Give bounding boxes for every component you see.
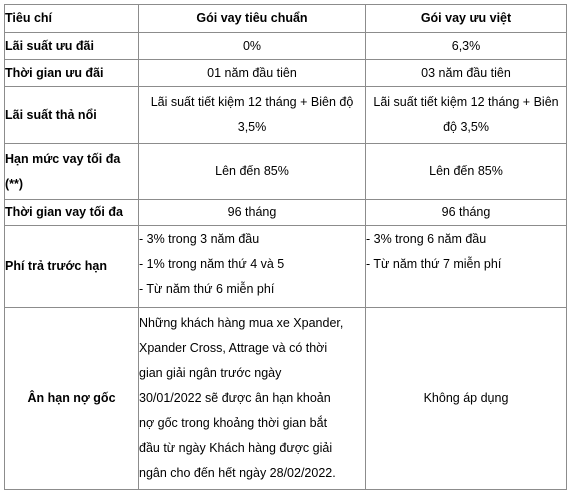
premium-value: 96 tháng <box>366 200 567 226</box>
header-criterion: Tiêu chí <box>5 5 139 33</box>
criterion-cell: Thời gian ưu đãi <box>5 60 139 87</box>
standard-value <box>139 87 366 144</box>
bullet-item: - Từ năm thứ 7 miễn phí <box>366 257 502 271</box>
table-row <box>5 200 567 226</box>
header-row <box>5 5 567 33</box>
table-row <box>5 87 567 144</box>
table-row <box>5 226 567 308</box>
premium-value-line: Lãi suất tiết kiệm 12 tháng + Biên <box>373 95 559 109</box>
header-premium-package: Gói vay ưu việt <box>366 5 567 33</box>
detail-line: Những khách hàng mua xe Xpander, <box>139 316 344 330</box>
header-standard-package: Gói vay tiêu chuẩn <box>139 5 366 33</box>
standard-value: 0% <box>139 33 366 60</box>
criterion-cell <box>5 144 139 200</box>
premium-value-line: độ 3,5% <box>443 120 489 134</box>
criterion-cell: Lãi suất thả nổi <box>5 87 139 144</box>
bullet-item: - 1% trong năm thứ 4 và 5 <box>139 257 285 271</box>
detail-line: gian giải ngân trước ngày <box>139 366 282 380</box>
detail-line: Xpander Cross, Attrage và có thời <box>139 341 328 355</box>
premium-value: Lên đến 85% <box>366 144 567 200</box>
detail-line: 30/01/2022 sẽ được ân hạn khoản <box>139 391 331 405</box>
bullet-item: - 3% trong 3 năm đầu <box>139 232 260 246</box>
table-row <box>5 60 567 87</box>
criterion-line: (**) <box>5 176 24 191</box>
criterion-line: Hạn mức vay tối đa <box>5 151 121 166</box>
detail-line: ngân cho đến hết ngày 28/02/2022. <box>139 466 336 480</box>
criterion-cell: Phí trả trước hạn <box>5 226 139 308</box>
criterion-cell: Ân hạn nợ gốc <box>5 308 139 490</box>
standard-value <box>139 308 366 490</box>
bullet-item: - 3% trong 6 năm đầu <box>366 232 487 246</box>
standard-value: 01 năm đầu tiên <box>139 60 366 87</box>
bullet-item: - Từ năm thứ 6 miễn phí <box>139 282 275 296</box>
criterion-cell: Lãi suất ưu đãi <box>5 33 139 60</box>
table-row <box>5 33 567 60</box>
criterion-cell: Thời gian vay tối đa <box>5 200 139 226</box>
standard-value-line: 3,5% <box>237 120 267 134</box>
detail-line: đầu từ ngày Khách hàng được giải <box>139 441 333 455</box>
premium-value: Không áp dụng <box>366 308 567 490</box>
standard-value: 96 tháng <box>139 200 366 226</box>
standard-value <box>139 226 366 308</box>
standard-value-line: Lãi suất tiết kiệm 12 tháng + Biên độ <box>150 95 354 109</box>
premium-value: 03 năm đầu tiên <box>366 60 567 87</box>
table-row <box>5 308 567 490</box>
table-row <box>5 144 567 200</box>
premium-value: 6,3% <box>366 33 567 60</box>
premium-value <box>366 87 567 144</box>
premium-value <box>366 226 567 308</box>
loan-comparison-table <box>4 4 567 490</box>
detail-line: nợ gốc trong khoảng thời gian bắt <box>139 416 328 430</box>
standard-value: Lên đến 85% <box>139 144 366 200</box>
